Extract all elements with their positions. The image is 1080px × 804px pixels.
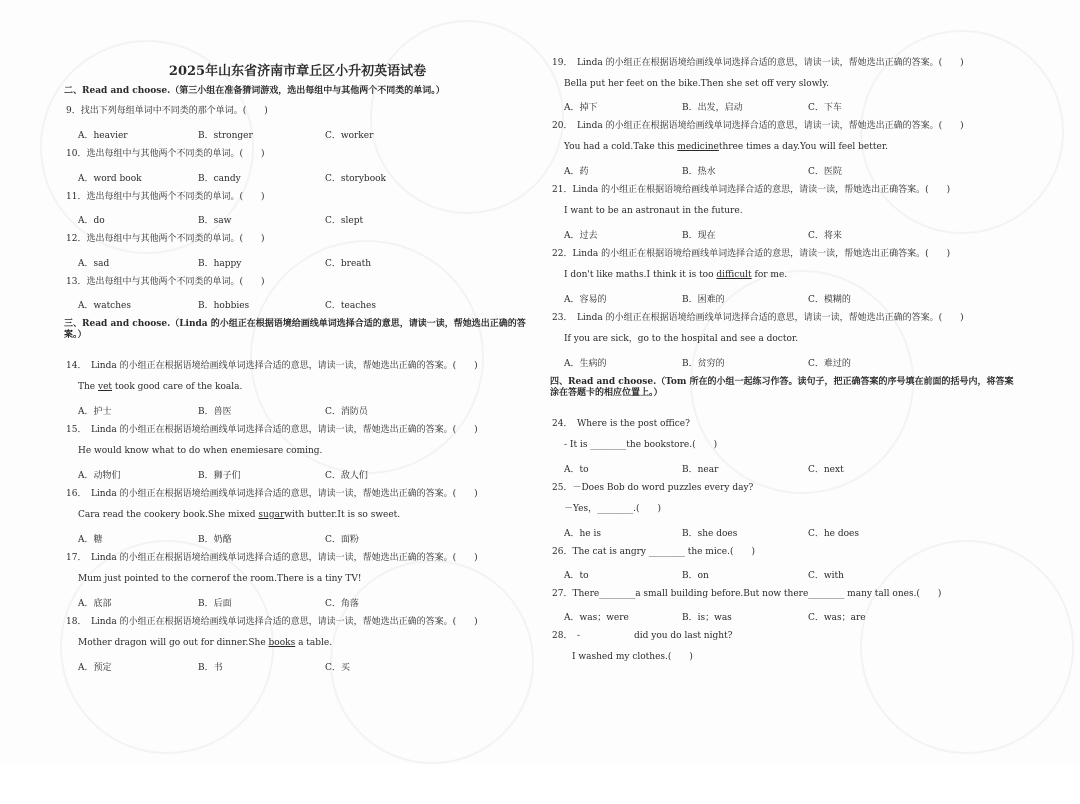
watermark-seal <box>818 498 1080 796</box>
q16-option-b[interactable]: B．奶酪 <box>198 535 232 545</box>
q22-option-a[interactable]: A．容易的 <box>564 295 607 305</box>
q14-stem: 14． Linda 的小组正在根据语境给画线单词选择合适的意思，请读一读，帮她选出正确的答案。( ) <box>66 361 478 371</box>
q22-sentence <box>564 270 787 281</box>
q20-option-b[interactable]: B．热水 <box>682 167 716 177</box>
q20-sentence <box>564 142 888 153</box>
q22-underlined-word: difficult <box>716 270 752 280</box>
q23-option-a[interactable]: A．生病的 <box>564 359 607 369</box>
q25-option-a[interactable]: A．he is <box>564 529 601 539</box>
q20-option-c[interactable]: C．医院 <box>808 167 842 177</box>
q18-option-c[interactable]: C．买 <box>325 663 350 673</box>
q15-option-b[interactable]: B．狮子们 <box>198 471 241 481</box>
q12-option-a[interactable]: A．sad <box>78 259 110 269</box>
q26-option-c[interactable]: C．with <box>808 571 844 581</box>
q23-option-c[interactable]: C．难过的 <box>808 359 851 369</box>
q9-stem: 9．找出下列每组单词中不同类的那个单词。( ) <box>66 106 268 116</box>
q24-sentence: - It is ________the bookstore.( ) <box>564 440 718 450</box>
q19-stem: 19． Linda 的小组正在根据语境给画线单词选择合适的意思，请读一读，帮她选出正确的答案。( ) <box>552 58 964 68</box>
q16-stem: 16． Linda 的小组正在根据语境给画线单词选择合适的意思，请读一读，帮她选出正确的答案。( ) <box>66 489 478 499</box>
q13-option-b[interactable]: B．hobbies <box>198 301 250 311</box>
q20-sentence-start: You had a cold.Take this <box>564 142 678 152</box>
q14-underlined-word: vet <box>98 382 113 392</box>
q10-option-a[interactable]: A．word book <box>78 174 142 184</box>
q23-sentence: If you are sick，go to the hospital and see a doctor. <box>564 334 799 344</box>
q21-option-b[interactable]: B．现在 <box>682 231 716 241</box>
q11-stem: 11．选出每组中与其他两个不同类的单词。( ) <box>66 192 265 202</box>
q14-sentence-start: The <box>78 382 98 392</box>
q14-option-a[interactable]: A．护士 <box>78 407 112 417</box>
q16-sentence-end: with butter.It is so sweet. <box>284 510 401 520</box>
q26-option-b[interactable]: B．on <box>682 571 709 581</box>
q21-option-a[interactable]: A．过去 <box>564 231 598 241</box>
q24-option-c[interactable]: C．next <box>808 465 844 475</box>
section-4-heading: 四、Read and choose.（Tom 所在的小组一起练习作答。读句子，把正确答案的序号填在前面的括号内，将答案涂在答题卡的相应位置上。） <box>550 377 1014 398</box>
q21-sentence: I want to be an astronaut in the future. <box>564 206 743 216</box>
q18-sentence-end: a table. <box>295 638 333 648</box>
q16-sentence-start: Cara read the cookery book.She mixed <box>78 510 259 520</box>
q14-option-b[interactable]: B．兽医 <box>198 407 232 417</box>
q27-option-c[interactable]: C．was；are <box>808 613 866 623</box>
q14-option-c[interactable]: C．消防员 <box>325 407 368 417</box>
q18-option-b[interactable]: B．书 <box>198 663 223 673</box>
q18-sentence-start: Mother dragon will go out for dinner.She <box>78 638 269 648</box>
q11-option-c[interactable]: C．slept <box>325 216 364 226</box>
q25-stem: 25．－Does Bob do word puzzles every day? <box>552 483 754 493</box>
q12-stem: 12．选出每组中与其他两个不同类的单词。( ) <box>66 234 265 244</box>
q27-stem: 27．There________a small building before.But now there________ many tall ones.( ) <box>552 589 942 599</box>
exam-title: 2025年山东省济南市章丘区小升初英语试卷 <box>168 64 427 79</box>
section-3-heading: 三、Read and choose.（Linda 的小组正在根据语境给画线单词选择合适的意思，请读一读，帮她选出正确的答案。） <box>64 319 526 340</box>
q17-option-a[interactable]: A．底部 <box>78 599 112 609</box>
q24-option-a[interactable]: A．to <box>564 465 589 475</box>
q16-option-c[interactable]: C．面粉 <box>325 535 359 545</box>
q15-stem: 15． Linda 的小组正在根据语境给画线单词选择合适的意思，请读一读，帮她选出正确的答案。( ) <box>66 425 478 435</box>
q16-underlined-word: sugar <box>258 510 285 520</box>
q20-underlined-word: medicine <box>677 142 719 152</box>
q14-sentence-end: took good care of the koala. <box>112 382 243 392</box>
section-2-heading: 二、Read and choose.（第三小组在准备猜词游戏，选出每组中与其他两个不同类的单词。） <box>64 86 445 96</box>
q18-option-a[interactable]: A．预定 <box>78 663 112 673</box>
q22-sentence-end: for me. <box>751 270 788 280</box>
q9-option-a[interactable]: A．heavier <box>78 131 128 141</box>
q17-option-c[interactable]: C．角落 <box>325 599 359 609</box>
q21-stem: 21．Linda 的小组正在根据语境给画线单词选择合适的意思，请读一读，帮她选出正确答案。( ) <box>552 185 951 195</box>
q19-option-b[interactable]: B．出发，启动 <box>682 103 743 113</box>
q15-option-c[interactable]: C．敌人们 <box>325 471 368 481</box>
q15-option-a[interactable]: A．动物们 <box>78 471 121 481</box>
q27-option-a[interactable]: A．was；were <box>564 613 629 623</box>
q23-option-b[interactable]: B．贫穷的 <box>682 359 725 369</box>
q28-stem: 28． - did you do last night? <box>552 631 733 641</box>
q17-option-b[interactable]: B．后面 <box>198 599 232 609</box>
q25-option-c[interactable]: C．he does <box>808 529 859 539</box>
q26-option-a[interactable]: A．to <box>564 571 589 581</box>
q27-option-b[interactable]: B．is；was <box>682 613 732 623</box>
q10-option-b[interactable]: B．candy <box>198 174 241 184</box>
q23-stem: 23． Linda 的小组正在根据语境给画线单词选择合适的意思，请读一读，帮她选出正确的答案。( ) <box>552 313 964 323</box>
q18-stem: 18． Linda 的小组正在根据语境给画线单词选择合适的意思，请读一读，帮她选出正确的答案。( ) <box>66 617 478 627</box>
q12-option-b[interactable]: B．happy <box>198 259 242 269</box>
q16-sentence <box>78 510 400 521</box>
q11-option-a[interactable]: A．do <box>78 216 105 226</box>
q17-sentence: Mum just pointed to the cornerof the room.There is a tiny TV! <box>78 574 362 584</box>
watermark-seal <box>820 0 1080 274</box>
q13-stem: 13．选出每组中与其他两个不同类的单词。( ) <box>66 277 265 287</box>
q20-stem: 20． Linda 的小组正在根据语境给画线单词选择合适的意思，请读一读，帮她选出正确的答案。( ) <box>552 121 964 131</box>
q20-sentence-end: three times a day.You will feel better. <box>718 142 888 152</box>
q19-option-a[interactable]: A．掉下 <box>564 103 598 113</box>
q9-option-c[interactable]: C．worker <box>325 131 374 141</box>
q9-option-b[interactable]: B．stronger <box>198 131 253 141</box>
q19-sentence: Bella put her feet on the bike.Then she set off very slowly. <box>564 79 830 89</box>
q13-option-a[interactable]: A．watches <box>78 301 131 311</box>
q19-option-c[interactable]: C．下车 <box>808 103 842 113</box>
q13-option-c[interactable]: C．teaches <box>325 301 376 311</box>
q15-sentence: He would know what to do when enemiesare coming. <box>78 446 323 456</box>
q18-sentence <box>78 638 332 649</box>
q22-stem: 22．Linda 的小组正在根据语境给画线单词选择合适的意思，请读一读，帮她选出正确答案。( ) <box>552 249 951 259</box>
q25-sentence: －Yes，________.( ) <box>564 504 661 514</box>
q26-stem: 26．The cat is angry ________ the mice.( ) <box>552 547 755 557</box>
q12-option-c[interactable]: C．breath <box>325 259 372 269</box>
q20-option-a[interactable]: A．药 <box>564 167 589 177</box>
q18-underlined-word: books <box>268 638 296 648</box>
q24-stem: 24． Where is the post office? <box>552 419 690 429</box>
q21-option-c[interactable]: C．将来 <box>808 231 842 241</box>
q22-option-b[interactable]: B．困难的 <box>682 295 725 305</box>
q17-stem: 17． Linda 的小组正在根据语境给画线单词选择合适的意思，请读一读，帮她选出正确的答案。( ) <box>66 553 478 563</box>
q24-option-b[interactable]: B．near <box>682 465 719 475</box>
q22-option-c[interactable]: C．模糊的 <box>808 295 851 305</box>
q22-sentence-start: I don't like maths.I think it is too <box>564 270 717 280</box>
q28-sentence: I washed my clothes.( ) <box>572 652 693 662</box>
q11-option-b[interactable]: B．saw <box>198 216 232 226</box>
q10-option-c[interactable]: C．storybook <box>325 174 386 184</box>
q10-stem: 10．选出每组中与其他两个不同类的单词。( ) <box>66 149 265 159</box>
watermark-seal <box>0 0 296 296</box>
q14-sentence <box>78 382 242 393</box>
q16-option-a[interactable]: A．糖 <box>78 535 103 545</box>
q25-option-b[interactable]: B．she does <box>682 529 738 539</box>
